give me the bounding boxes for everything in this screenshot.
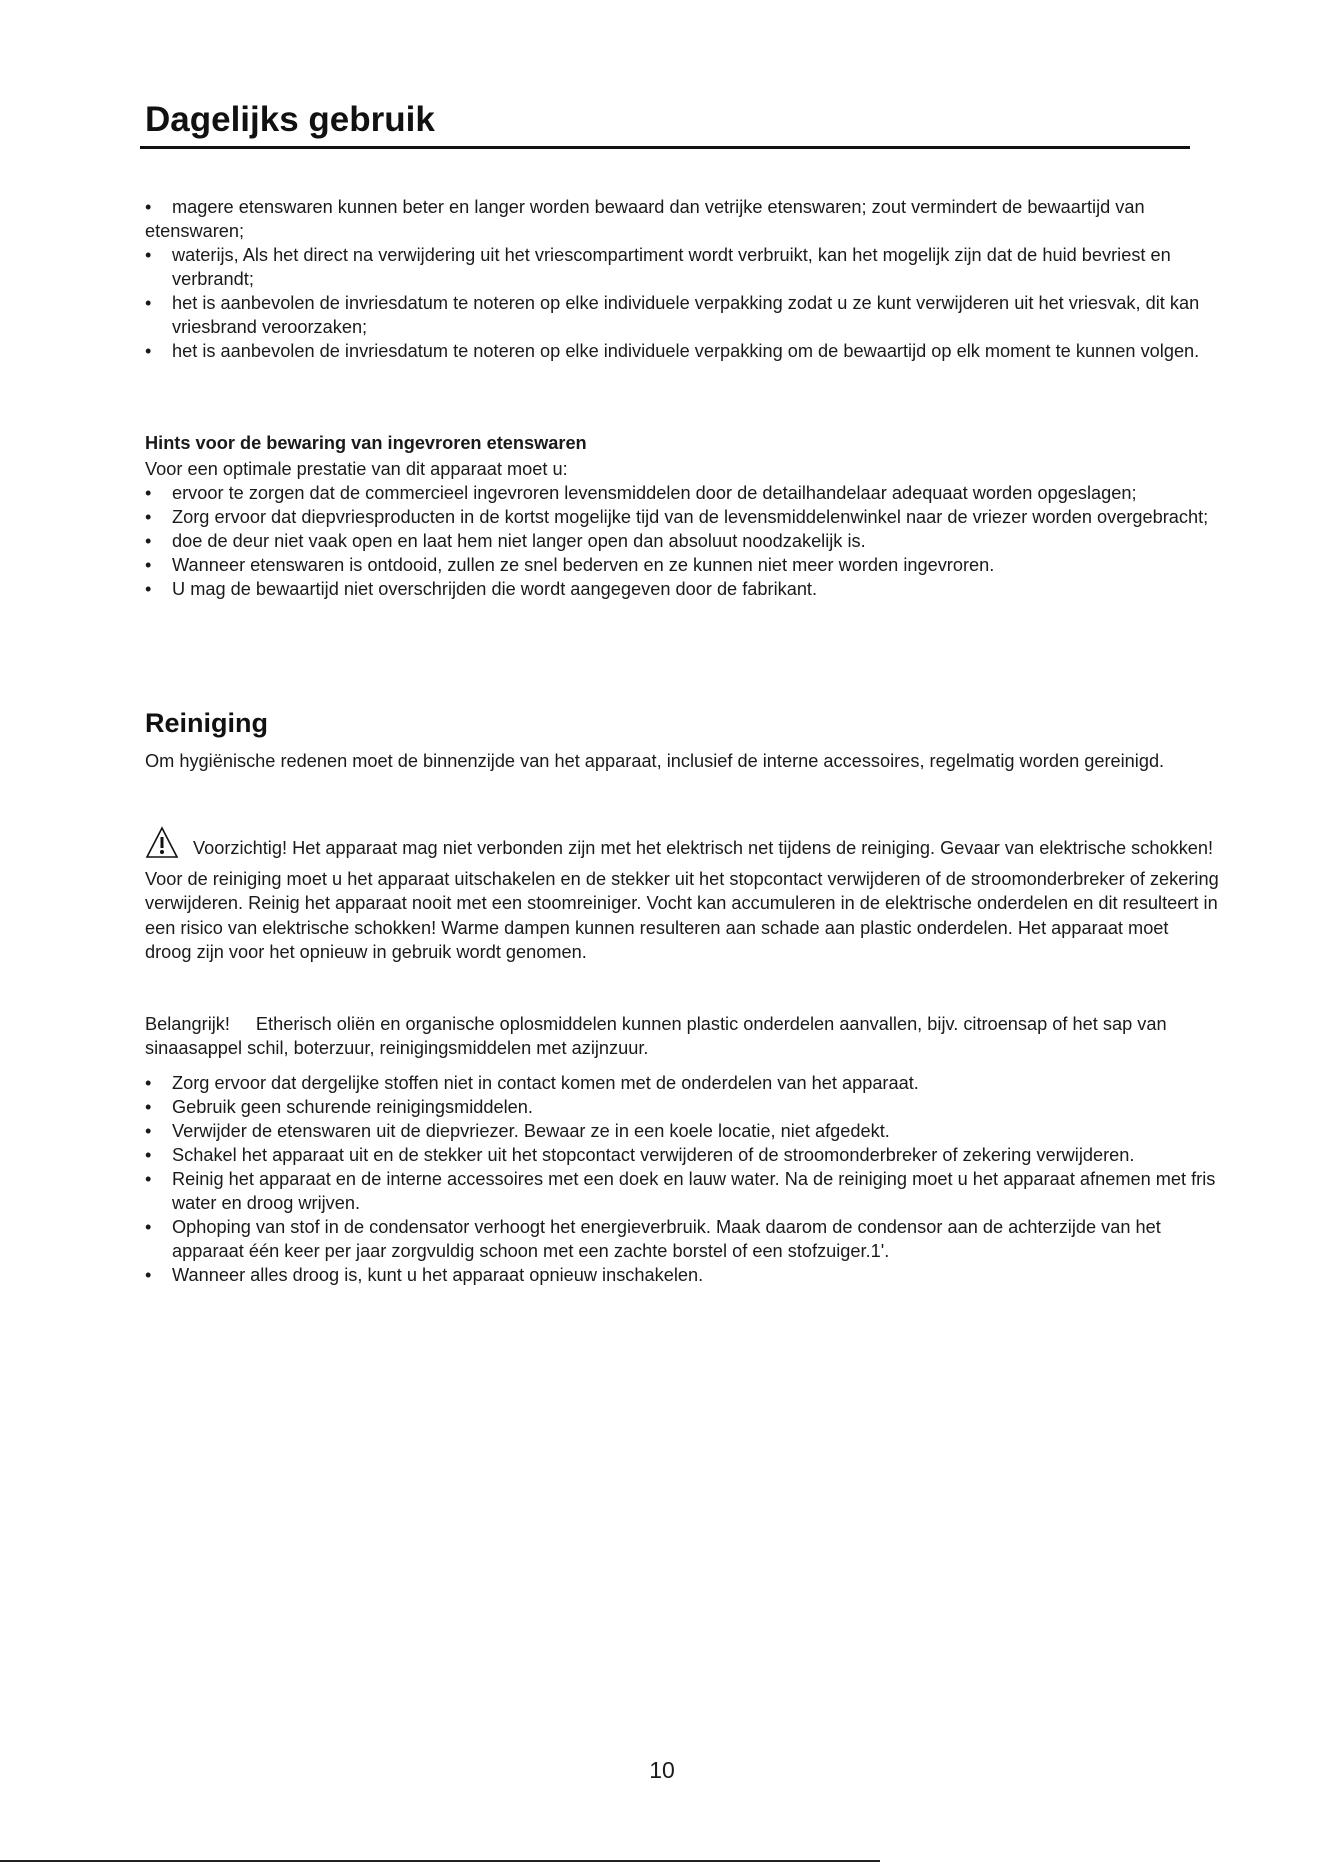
bullet: • xyxy=(145,341,152,361)
bullet: • xyxy=(145,293,152,313)
page-number: 10 xyxy=(649,1757,675,1783)
bullet: • xyxy=(145,531,152,551)
bullet: • xyxy=(145,245,152,265)
list-item: • Wanneer etenswaren is ontdooid, zullen ze snel bederven en ze kunnen niet meer worden ingevroren. xyxy=(145,555,995,575)
intro-section xyxy=(145,195,1220,363)
hints-heading: Hints voor de bewaring van ingevroren etenswaren xyxy=(145,433,587,453)
bullet: • xyxy=(145,483,152,503)
bullet: • xyxy=(145,1145,152,1165)
bullet: • xyxy=(145,1217,152,1237)
bullet: • xyxy=(145,579,152,599)
bullet: • xyxy=(145,1073,152,1093)
hints-list xyxy=(145,481,1220,601)
title-underline xyxy=(140,146,1190,149)
bullet: • xyxy=(145,507,152,527)
list-item: • Verwijder de etenswaren uit de diepvriezer. Bewaar ze in een koele locatie, niet afgedekt. xyxy=(145,1121,890,1141)
important-label: Belangrijk! xyxy=(145,1014,230,1034)
list-item: • U mag de bewaartijd niet overschrijden die wordt aangegeven door de fabrikant. xyxy=(145,579,818,599)
intro-list xyxy=(145,195,1220,363)
bullet: • xyxy=(145,1097,152,1117)
warning-triangle-icon xyxy=(145,826,179,867)
bullet: • xyxy=(145,1121,152,1141)
important-paragraph: Belangrijk! Etherisch oliën en organische oplosmiddelen kunnen plastic onderdelen aanvallen, bijv. citroensap of het sap van sinaasappel schil, boterzuur, reinigingsmiddelen met azijnzuur. xyxy=(145,1014,1167,1058)
page-title: Dagelijks gebruik xyxy=(145,100,435,139)
list-item: • Wanneer alles droog is, kunt u het apparaat opnieuw inschakelen. xyxy=(145,1265,704,1285)
list-item: • Reinig het apparaat en de interne accessoires met een doek en lauw water. Na de reiniging moet u het apparaat afnemen met fris water en droog wrijven. xyxy=(145,1169,1216,1213)
warning-paragraph: Voorzichtig! Het apparaat mag niet verbonden zijn met het elektrisch net tijdens de reiniging. Gevaar van elektrische schokken! Voor de reiniging moet u het apparaat uitschakelen en de stekker uit het stopcontact verwijderen of de stroomonderbreker of zekering verwijderen. Reinig het apparaat nooit met een stoomreiniger. Vocht kan accumuleren in de elektrische onderdelen en dit resulteert in een risico van elektrische schokken! Warme dampen kunnen resulteren aan schade aan plastic onderdelen. Het apparaat moet droog zijn voor het opnieuw in gebruik wordt genomen. xyxy=(145,826,1220,965)
cleaning-intro: Om hygiënische redenen moet de binnenzijde van het apparaat, inclusief de interne accessoires, regelmatig worden gereinigd. xyxy=(145,751,1165,771)
cleaning-steps xyxy=(145,1071,1220,1287)
list-item: • Gebruik geen schurende reinigingsmiddelen. xyxy=(145,1097,533,1117)
list-item: • Ophoping van stof in de condensator verhoogt het energieverbruik. Maak daarom de condensor aan de achterzijde van het apparaat één keer per jaar zorgvuldig schoon met een zachte borstel of een stofzuiger.1'. xyxy=(145,1217,1161,1261)
list-item: • het is aanbevolen de invriesdatum te noteren op elke individuele verpakking om de bewaartijd op elk moment te kunnen volgen. xyxy=(145,341,1200,361)
hints-lead: Voor een optimale prestatie van dit apparaat moet u: xyxy=(145,459,568,479)
list-item: • ervoor te zorgen dat de commercieel ingevroren levensmiddelen door de detailhandelaar adequaat worden opgeslagen; xyxy=(145,483,1137,503)
bullet: • xyxy=(145,197,152,217)
list-item: • Zorg ervoor dat diepvriesproducten in de kortst mogelijke tijd van de levensmiddelenwinkel naar de vriezer worden overgebracht; xyxy=(145,507,1209,527)
bullet: • xyxy=(145,1169,152,1189)
list-item: • magere etenswaren kunnen beter en langer worden bewaard dan vetrijke etenswaren; zout vermindert de bewaartijd van etenswaren; xyxy=(145,197,1145,241)
cleaning-heading: Reiniging xyxy=(145,708,268,738)
hints-section xyxy=(145,431,1220,601)
list-item: • doe de deur niet vaak open en laat hem niet langer open dan absoluut noodzakelijk is. xyxy=(145,531,866,551)
list-item: • het is aanbevolen de invriesdatum te noteren op elke individuele verpakking zodat u ze kunt verwijderen uit het vriesvak, dit kan vriesbrand veroorzaken; xyxy=(145,293,1200,337)
list-item: • Zorg ervoor dat dergelijke stoffen niet in contact komen met de onderdelen van het apparaat. xyxy=(145,1073,919,1093)
bullet: • xyxy=(145,1265,152,1285)
footer-rule xyxy=(0,1860,880,1862)
bullet: • xyxy=(145,555,152,575)
cleaning-list xyxy=(145,1071,1220,1287)
list-item: • waterijs, Als het direct na verwijdering uit het vriescompartiment wordt verbruikt, kan het mogelijk zijn dat de huid bevriest en verbrandt; xyxy=(145,245,1171,289)
list-item: • Schakel het apparaat uit en de stekker uit het stopcontact verwijderen of de stroomonderbreker of zekering verwijderen. xyxy=(145,1145,1135,1165)
